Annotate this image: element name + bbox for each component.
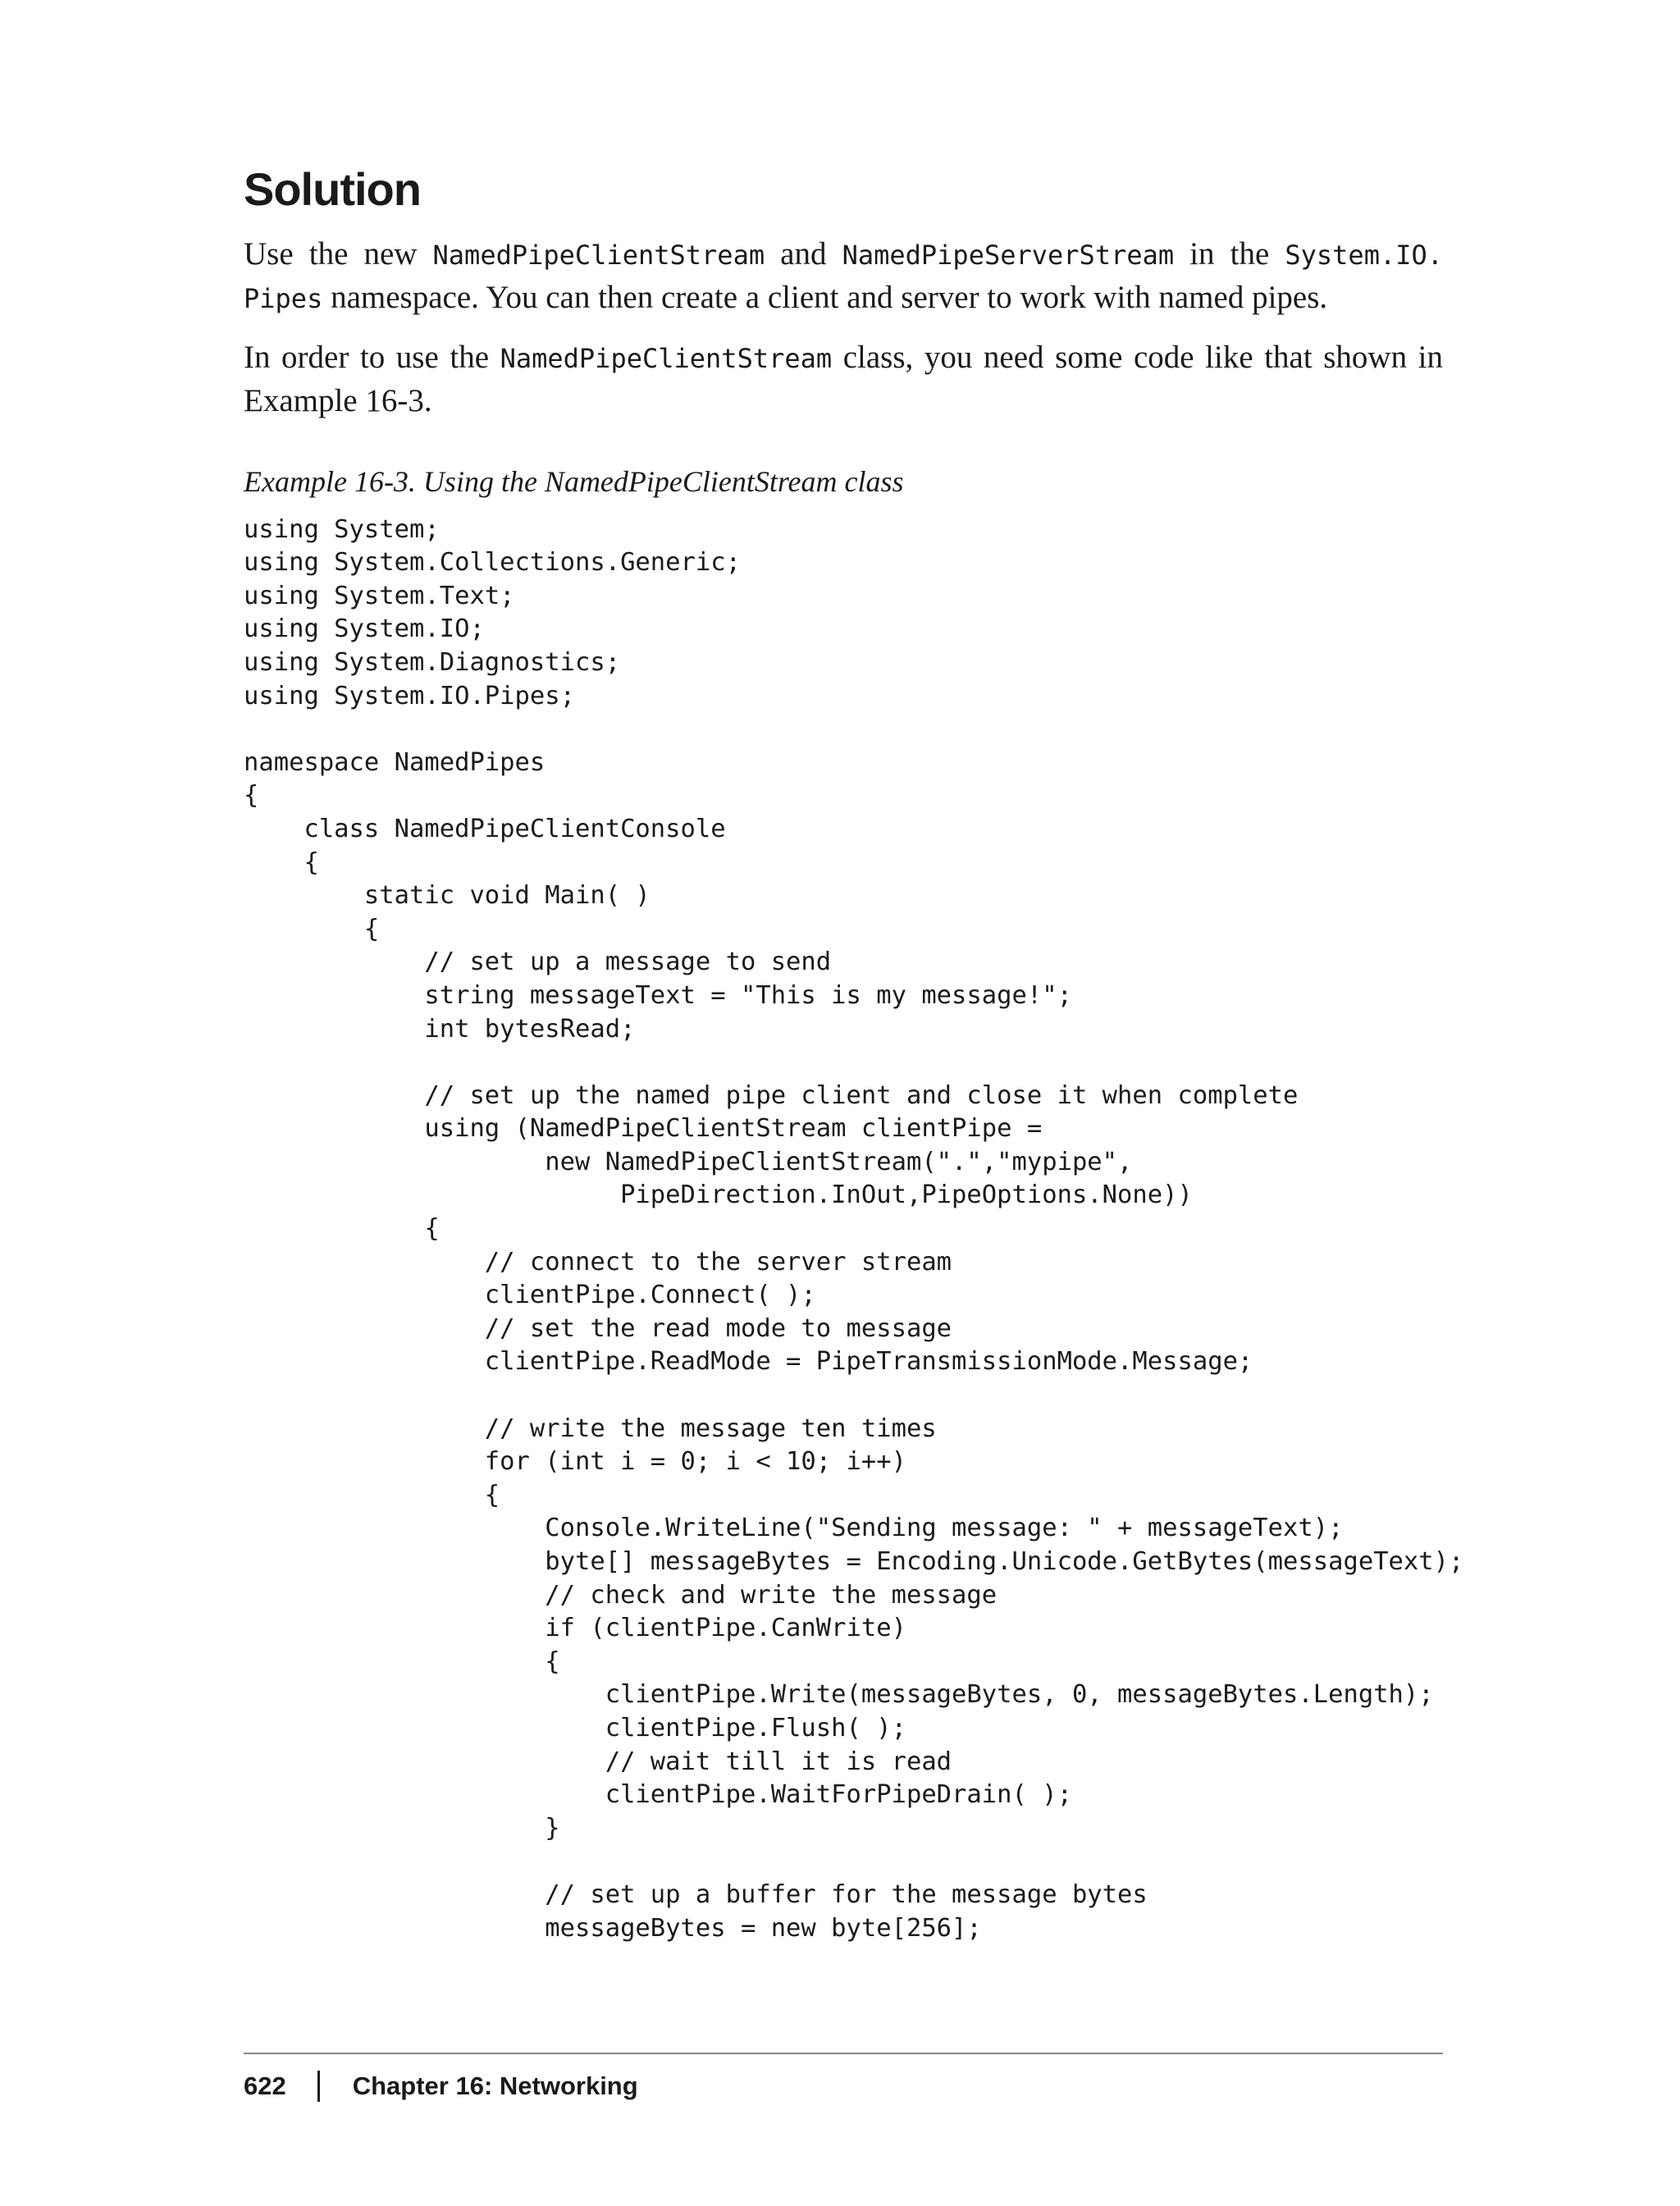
solution-paragraph xyxy=(244,233,1443,320)
example-caption: Example 16-3. Using the NamedPipeClientStream class xyxy=(244,464,904,498)
para2-code-1: NamedPipeClientStream xyxy=(500,342,833,374)
page-number: 622 xyxy=(244,2071,286,2100)
para1-code-4: Pipes xyxy=(244,282,323,314)
chapter-title: Chapter 16: Networking xyxy=(352,2071,638,2100)
section-heading: Solution xyxy=(244,163,421,215)
para2-text-1: In order to use the xyxy=(244,339,500,375)
para1-text-4: namespace. You can then create a client and server to work with named pipes. xyxy=(322,279,1328,315)
para1-code-3: System.IO. xyxy=(1285,239,1444,271)
para2-text-2: class, you need some code like that shown in Example 16-3. xyxy=(244,339,1444,418)
code-listing: using System; using System.Collections.Generic; using System.Text; using System.IO; using System.Diagnostics; using System.IO.Pipes; namespace NamedPipes { class NamedPipeClientConsole { static void Main( ) { // set up a message to send string messageText = "This is my message!"; int bytesRead; // set up the named pipe client and close it when complete using (NamedPipeClientStream clientPipe = new NamedPipeClientStream(".","mypipe", PipeDirection.InOut,PipeOptions.None)) { // connect to the server stream clientPipe.Connect( ); // set the read mode to message clientPipe.ReadMode = PipeTransmissionMode.Message; // write the message ten times for (int i = 0; i < 10; i++) { Console.WriteLine("Sending message: " + messageText); byte[] messageBytes = Encoding.Unicode.GetBytes(messageText); // check and write the message if (clientPipe.CanWrite) { clientPipe.Write(messageBytes, 0, messageBytes.Length); clientPipe.Flush( ); // wait till it is read clientPipe.WaitForPipeDrain( ); } // set up a buffer for the message bytes messageBytes = new byte[256]; xyxy=(244,514,1464,1943)
page-content xyxy=(244,163,1464,1945)
para1-code-2: NamedPipeServerStream xyxy=(842,239,1175,271)
para1-text-2: and xyxy=(765,235,842,272)
usage-paragraph xyxy=(244,336,1443,422)
page-footer xyxy=(244,2053,1443,2102)
footer-separator xyxy=(317,2071,320,2102)
para1-text-3: in the xyxy=(1174,235,1285,272)
para1-text-1: Use the new xyxy=(244,235,433,272)
para1-code-1: NamedPipeClientStream xyxy=(432,239,765,271)
